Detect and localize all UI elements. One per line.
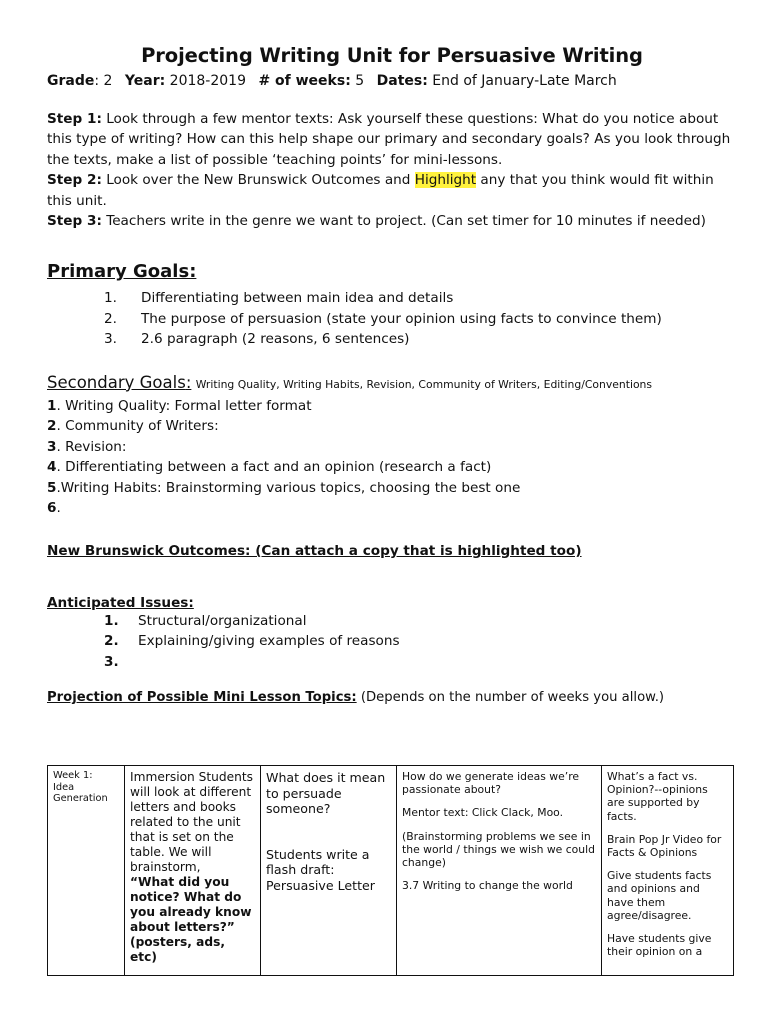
dates-value: End of January-Late March [432,73,617,89]
primary-goal-3: 3. 2.6 paragraph (2 reasons, 6 sentences) [104,331,410,348]
secondary-goal-1: 1. Writing Quality: Formal letter format [47,397,312,414]
primary-goal-2: 2. The purpose of persuasion (state your opinion using facts to convince them) [104,310,662,327]
primary-goals-heading: Primary Goals: [47,261,197,283]
secondary-goals-descriptor: Writing Quality, Writing Habits, Revision, Community of Writers, Editing/Conventions [195,377,653,391]
generate-ideas-cell: How do we generate ideas we’re passionate about? Mentor text: Click Clack, Moo. (Brainstorming problems we see in the world / things we wish we could change) 3.7 Writing to change the world [397,766,602,976]
immersion-cell: Immersion Students will look at different letters and books related to the unit that is set on the table. We will brainstorm, “What did you notice? What do you already know about letters?” (posters, ads, etc) [125,766,261,976]
meta-line: Grade: 2 Year: 2018-2019 # of weeks: 5 Dates: End of January-Late March [47,73,617,89]
step-3-text: Teachers write in the genre we want to project. (Can set timer for 10 minutes if needed) [106,213,706,230]
page-title: Projecting Writing Unit for Persuasive Writing [141,44,643,67]
step-3-label: Step 3 [47,213,97,230]
step-2-text-before: Look over the New Brunswick Outcomes and [106,172,415,189]
mini-lesson-table [47,765,734,976]
step-2-text-after: any that you think would fit within this unit. [47,172,714,209]
week-cell: Week 1: Idea Generation [48,766,125,976]
step-2: Step 2: Look over the New Brunswick Outcomes and Highlight any that you think would fit within this unit. [47,172,714,209]
secondary-goal-5: 5.Writing Habits: Brainstorming various topics, choosing the best one [47,479,521,496]
step-1: Step 1: Look through a few mentor texts: Ask yourself these questions: What do you notice about this type of writing? How can this help shape our primary and secondary goals? As you look through the texts, make a list of possible ‘teaching points’ for mini-lessons. [47,111,731,168]
anticipated-issue-3: 3. [104,653,119,670]
secondary-goal-3: 3. Revision: [47,438,127,455]
secondary-goal-6: 6. [47,500,61,517]
weeks-value: 5 [355,73,365,89]
secondary-goals-heading: Secondary Goals: Writing Quality, Writing Habits, Revision, Community of Writers, Editing/Conventions [47,372,653,392]
step-2-highlight: Highlight [414,172,477,189]
anticipated-issue-1: 1. Structural/organizational [104,612,307,629]
step-1-label: Step 1 [47,111,97,127]
primary-goal-1: 1. Differentiating between main idea and details [104,290,454,307]
persuade-cell: What does it mean to persuade someone? Students write a flash draft: Persuasive Letter [261,766,397,976]
weeks-label: # of weeks: [258,73,351,89]
dates-label: Dates: [376,73,428,89]
step-2-label: Step 2 [47,172,97,189]
document-page [47,44,737,705]
primary-goals-list [47,288,737,350]
anticipated-issue-2: 2. Explaining/giving examples of reasons [104,633,400,650]
projection-heading: Projection of Possible Mini Lesson Topics: [47,690,357,706]
secondary-goals-list [47,396,737,519]
anticipated-issues-list [47,611,737,673]
step-3: Step 3: Teachers write in the genre we want to project. (Can set timer for 10 minutes if needed) [47,213,706,230]
projection-note: (Depends on the number of weeks you allow.) [360,690,665,706]
anticipated-issues-heading: Anticipated Issues: [47,594,194,611]
fact-opinion-cell: What’s a fact vs. Opinion?--opinions are supported by facts. Brain Pop Jr Video for Facts & Opinions Give students facts and opinions and have them agree/disagree. Have students give their opinion on a [602,766,734,976]
grade-label: Grade [47,73,95,89]
steps-section [47,109,737,231]
projection-line [47,690,737,705]
table-row [48,766,734,976]
secondary-goal-2: 2. Community of Writers: [47,418,219,435]
secondary-goal-4: 4. Differentiating between a fact and an opinion (research a fact) [47,459,492,476]
nb-outcomes-heading: New Brunswick Outcomes: (Can attach a copy that is highlighted too) [47,542,582,559]
step-1-text: Look through a few mentor texts: Ask yourself these questions: What do you notice about this type of writing? How can this help shape our primary and secondary goals? As you look through the texts, make a list of possible ‘teaching points’ for mini-lessons. [47,111,731,168]
grade-value: 2 [103,73,113,89]
year-value: 2018-2019 [169,73,246,89]
year-label: Year: [124,73,166,89]
